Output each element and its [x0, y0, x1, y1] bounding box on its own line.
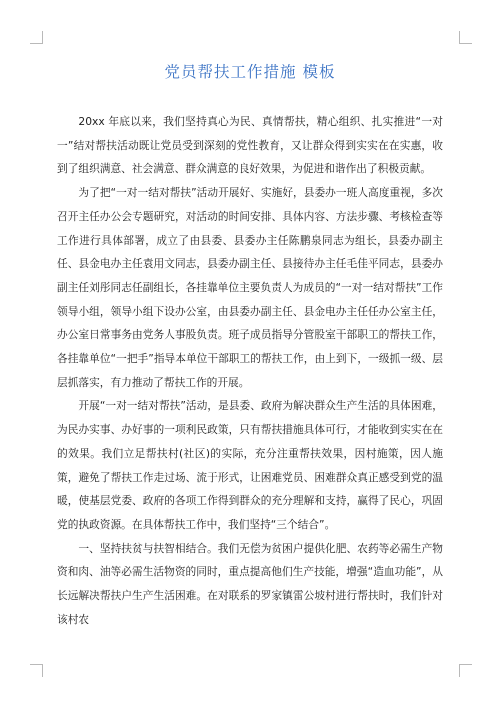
paragraph-leadership: 为了把“一对一结对帮扶”活动开展好、实施好，县委办一班人高度重视，多次召开主任办公会专题研究，对活动的时间安排、具体内容、方法步骤、考核检查等工作进行具体部署，成立了由县委、县委办主任陈鹏泉同志为组长，县委办副主任、县金电办主任袁用文同志，县委办副主任、县接待办主任毛佳平同志，县委办副主任刘彤同志任副组长，各挂靠单位主要负责人为成员的“一对一结对帮扶”工作领导小组，领导小组下设办公室，由县委办副主任、县金电办主任任办公室主任，办公室日常事务由党务人事股负责。班子成员指导分管股室干部职工的帮扶工作，各挂靠单位“一把手”指导本单位干部职工的帮扶工作，由上到下，一级抓一级、层层抓落实，有力推动了帮扶工作的开展。 [57, 186, 443, 389]
paragraph-measures: 开展“一对一结对帮扶”活动，是县委、政府为解决群众生产生活的具体困难，为民办实事、办好事的一项利民政策，只有帮扶措施具体可行，才能收到实实在在的效果。我们立足帮扶村(社区)的实际，充分注重帮扶效果，因村施策，因人施策，避免了帮扶工作走过场、流于形式，让困难党员、困难群众真正感受到党的温暖，使基层党委、政府的各项工作得到群众的充分理解和支持，赢得了民心，巩固党的执政资源。在具体帮扶工作中，我们坚持“三个结合”。 [57, 399, 443, 531]
page-corner-mark-bottom-right [459, 664, 472, 677]
page-corner-mark-bottom-left [30, 664, 43, 677]
paragraph-point-one: 一、坚持扶贫与扶智相结合。我们无偿为贫困户提供化肥、农药等必需生产物资和肉、油等必需生活物资的同时，重点提高他们生产技能，增强“造血功能”，从长远解决帮扶户生产生活困难。在对联系的罗家镇雷公坡村进行帮扶时，我们针对该村农 [57, 541, 443, 626]
paragraph-intro: 20xx 年底以来，我们坚持真心为民、真情帮扶，精心组织、扎实推进“一对一”结对帮扶活动既让党员受到深刻的党性教育，又让群众得到实实在在实惠，收到了组织满意、社会满意、群众满意的良好效果，为促进和谐作出了积极贡献。 [57, 115, 443, 176]
page-corner-mark-top-left [30, 31, 43, 44]
page-corner-mark-top-right [459, 31, 472, 44]
document-title: 党员帮扶工作措施 模板 [164, 63, 336, 81]
document-page [57, 60, 443, 631]
